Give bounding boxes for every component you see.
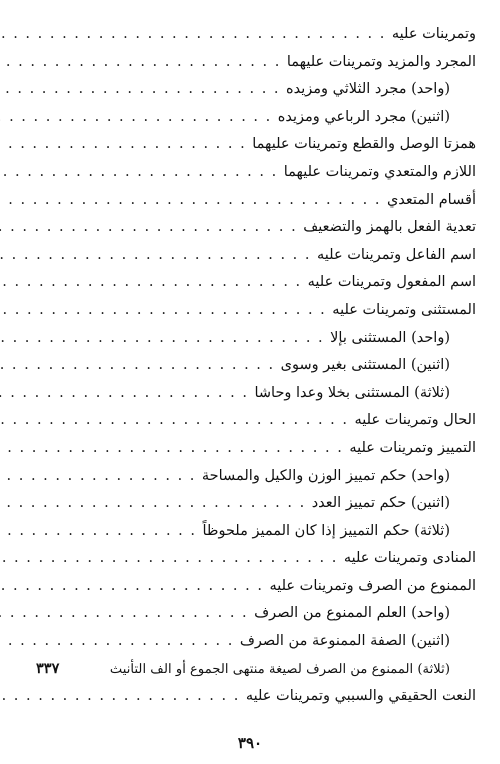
toc-entry-title: اسم الفاعل وتمرينات عليه bbox=[317, 246, 476, 263]
toc-entry bbox=[36, 241, 476, 269]
toc-entry bbox=[36, 130, 476, 158]
toc-entry bbox=[36, 213, 476, 241]
toc-entry-title: وتمرينات عليه bbox=[391, 26, 476, 42]
toc-subentry bbox=[36, 103, 476, 131]
toc-entry-title: (واحد) حكم تمييز الوزن والكيل والمساحة bbox=[201, 467, 450, 484]
toc-entry-title: اسم المفعول وتمرينات عليه bbox=[307, 274, 476, 291]
dot-leader bbox=[0, 435, 343, 463]
table-of-contents bbox=[36, 20, 476, 710]
toc-entry-title: المنادى وتمرينات عليه bbox=[343, 550, 476, 567]
toc-entry-title: الممنوع من الصرف وتمرينات عليه bbox=[269, 577, 476, 594]
toc-entry-title: الحال وتمرينات عليه bbox=[354, 412, 476, 429]
dot-leader bbox=[0, 159, 278, 187]
dot-leader bbox=[0, 187, 381, 215]
toc-entry bbox=[36, 406, 476, 434]
toc-entry-title: اللازم والمتعدي وتمرينات عليهما bbox=[283, 163, 476, 180]
toc-entry-title: (اثنين) المستثنى بغير وسوى bbox=[280, 357, 450, 374]
dot-leader bbox=[0, 269, 302, 297]
toc-subentry bbox=[36, 489, 476, 517]
toc-entry-title: (ثلاثة) المستثنى بخلا وعدا وحاشا bbox=[254, 384, 450, 401]
toc-entry-title: (ثلاثة) حكم التمييز إذا كان المميز ملحوظاً bbox=[202, 522, 450, 539]
toc-entry bbox=[36, 20, 476, 48]
dot-leader bbox=[0, 463, 196, 491]
toc-entry-title: (ثلاثة) الممنوع من الصرف لصيغة منتهى الجموع أو الف التأنيث bbox=[109, 661, 450, 677]
toc-subentry bbox=[36, 599, 476, 627]
dot-leader bbox=[0, 683, 240, 711]
dot-leader bbox=[0, 490, 306, 518]
dot-leader bbox=[0, 49, 281, 77]
dot-leader bbox=[0, 297, 326, 325]
toc-entry-page: ٣٣٧ bbox=[36, 659, 60, 677]
dot-leader bbox=[0, 380, 248, 408]
toc-entry-title: (واحد) العلم الممنوع من الصرف bbox=[254, 605, 450, 622]
page-number: ٣٩٠ bbox=[237, 734, 263, 752]
dot-leader bbox=[0, 325, 324, 353]
toc-subentry bbox=[36, 379, 476, 407]
toc-entry bbox=[36, 544, 476, 572]
toc-entry-title: (اثنين) حكم تمييز العدد bbox=[311, 495, 450, 512]
toc-entry bbox=[36, 682, 476, 710]
toc-entry bbox=[36, 48, 476, 76]
toc-entry-title: همزتا الوصل والقطع وتمرينات عليهما bbox=[252, 136, 476, 153]
dot-leader bbox=[0, 407, 349, 435]
dot-leader bbox=[0, 242, 311, 270]
toc-subentry bbox=[36, 517, 476, 545]
toc-entry-title: المستثنى وتمرينات عليه bbox=[332, 301, 476, 318]
dot-leader bbox=[0, 518, 197, 546]
toc-entry-title: المجرد والمزيد وتمرينات عليهما bbox=[286, 53, 476, 70]
toc-entry-title: أقسام المتعدي bbox=[386, 191, 476, 208]
toc-entry bbox=[36, 186, 476, 214]
dot-leader bbox=[0, 131, 246, 159]
dot-leader bbox=[0, 545, 338, 573]
dot-leader bbox=[0, 352, 275, 380]
toc-subentry bbox=[36, 655, 476, 683]
toc-subentry bbox=[36, 324, 476, 352]
toc-entry-title: (اثنين) الصفة الممنوعة من الصرف bbox=[239, 633, 450, 650]
dot-leader bbox=[0, 21, 386, 49]
dot-leader bbox=[0, 600, 248, 628]
dot-leader bbox=[0, 628, 234, 656]
toc-subentry bbox=[36, 351, 476, 379]
dot-leader bbox=[0, 214, 297, 242]
toc-subentry bbox=[36, 75, 476, 103]
toc-entry bbox=[36, 268, 476, 296]
toc-entry-title: تعدية الفعل بالهمز والتضعيف bbox=[303, 219, 476, 236]
toc-entry bbox=[36, 572, 476, 600]
toc-entry-title: النعت الحقيقي والسببي وتمرينات عليه bbox=[245, 688, 476, 705]
toc-entry bbox=[36, 296, 476, 324]
toc-entry-title: (اثنين) مجرد الرباعي ومزيده bbox=[277, 108, 450, 125]
toc-entry bbox=[36, 158, 476, 186]
toc-entry-title: التمييز وتمرينات عليه bbox=[349, 439, 476, 456]
toc-entry bbox=[36, 434, 476, 462]
toc-entry-title: (واحد) المستثنى بإلا bbox=[330, 329, 450, 346]
dot-leader bbox=[0, 76, 280, 104]
dot-leader bbox=[0, 573, 263, 601]
toc-subentry bbox=[36, 462, 476, 490]
dot-leader bbox=[0, 104, 272, 132]
toc-entry-title: (واحد) مجرد الثلاثي ومزيده bbox=[286, 81, 450, 98]
toc-subentry bbox=[36, 627, 476, 655]
